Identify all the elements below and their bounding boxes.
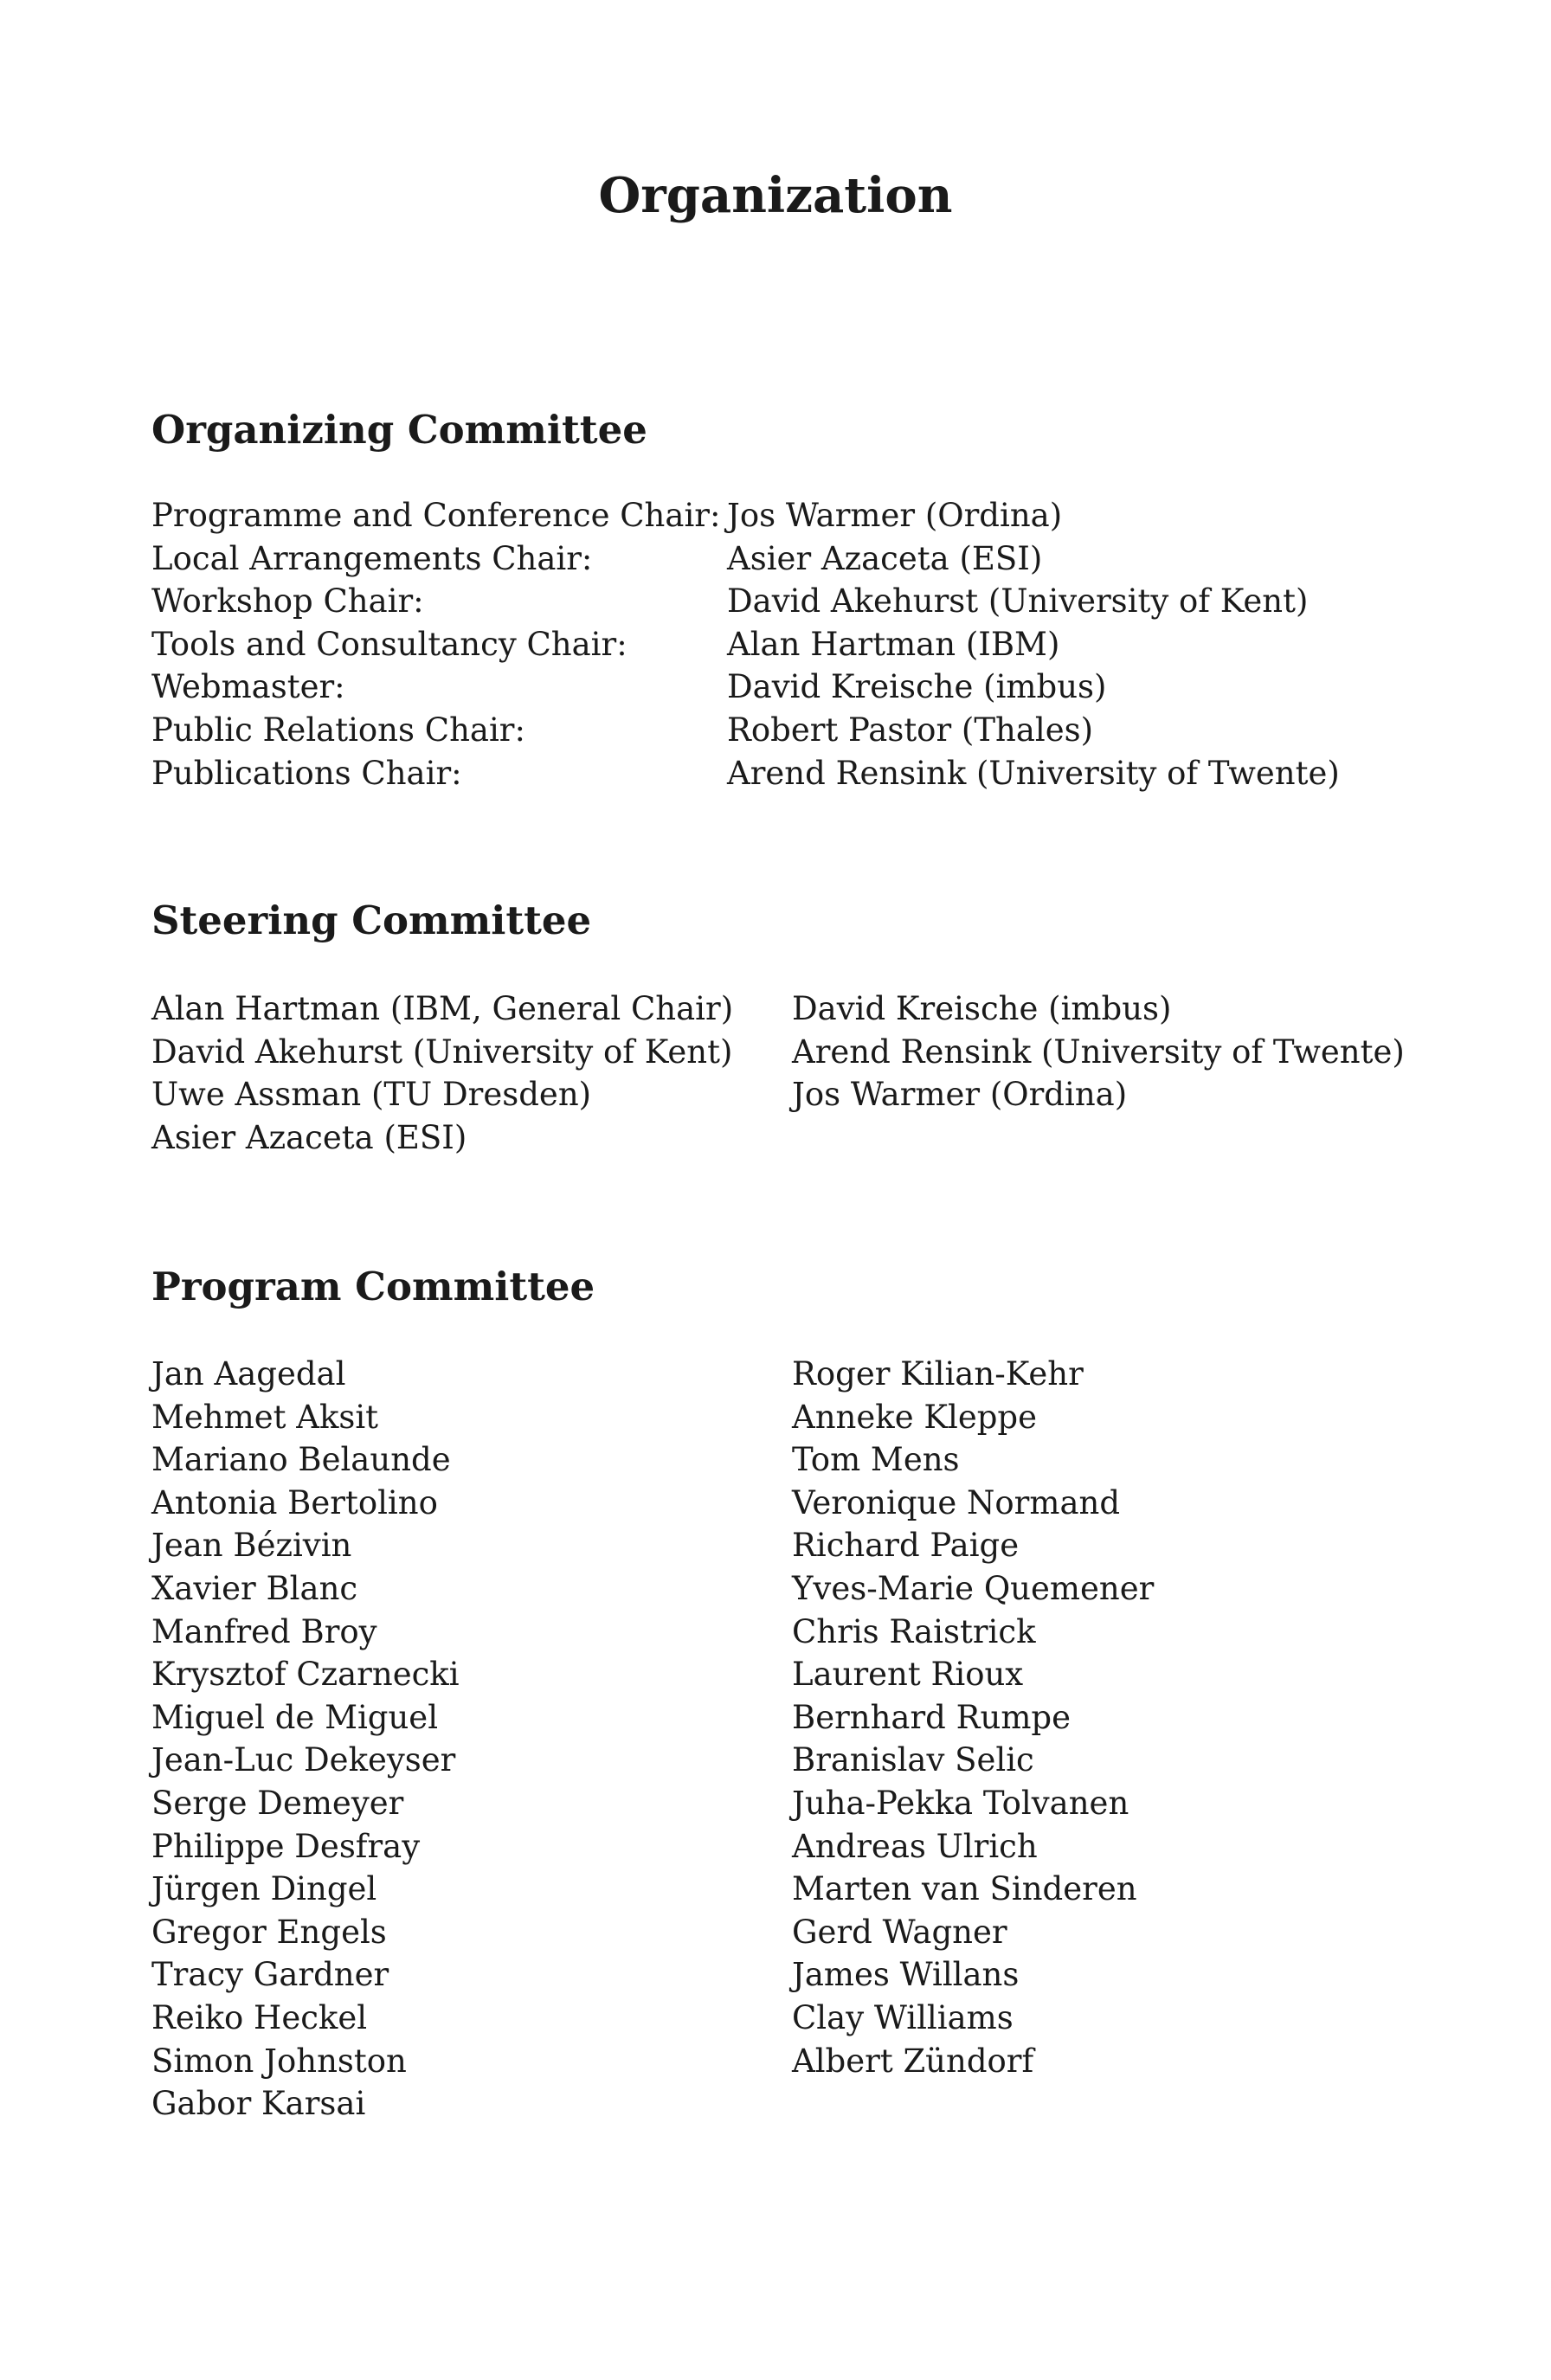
program-committee-right-column (792, 1353, 1154, 2082)
page-title: Organization (598, 167, 953, 224)
program-member: Roger Kilian-Kehr (792, 1355, 1084, 1393)
organizing-role-row (151, 623, 1340, 666)
steering-member: David Akehurst (University of Kent) (151, 1032, 733, 1071)
role-person: David Kreische (imbus) (727, 668, 1107, 706)
role-label: Publications Chair: (151, 754, 462, 792)
program-member: Gerd Wagner (792, 1913, 1007, 1951)
program-member: Veronique Normand (792, 1483, 1121, 1521)
role-label: Workshop Chair: (151, 582, 424, 621)
steering-committee-heading: Steering Committee (151, 897, 592, 943)
program-member: Anneke Kleppe (792, 1398, 1037, 1436)
program-member: Jean Bézivin (151, 1527, 352, 1565)
role-label: Public Relations Chair: (151, 711, 525, 749)
role-person: Robert Pastor (Thales) (727, 711, 1094, 749)
program-member: Marten van Sinderen (792, 1870, 1137, 1908)
role-label: Tools and Consultancy Chair: (151, 625, 627, 663)
organizing-role-row (151, 494, 1340, 537)
role-person: Alan Hartman (IBM) (727, 625, 1060, 663)
program-member: Gregor Engels (151, 1913, 387, 1951)
program-member: Andreas Ulrich (792, 1827, 1038, 1865)
organizing-role-row (151, 666, 1340, 709)
program-member: Philippe Desfray (151, 1827, 421, 1865)
program-member: Albert Zündorf (792, 2042, 1034, 2080)
program-member: Xavier Blanc (151, 1569, 358, 1607)
organizing-role-row (151, 580, 1340, 623)
organizing-role-row (151, 752, 1340, 795)
role-label: Webmaster: (151, 668, 345, 706)
program-member: James Willans (792, 1956, 1020, 1994)
program-member: Bernhard Rumpe (792, 1698, 1071, 1736)
program-member: Mehmet Aksit (151, 1398, 379, 1436)
program-member: Branislav Selic (792, 1741, 1034, 1779)
program-member: Laurent Rioux (792, 1656, 1024, 1694)
role-person: Arend Rensink (University of Twente) (727, 754, 1340, 792)
program-member: Chris Raistrick (792, 1612, 1036, 1650)
steering-committee-right-column (792, 987, 1405, 1116)
organizing-role-row (151, 537, 1340, 581)
steering-member: Asier Azaceta (ESI) (151, 1118, 467, 1156)
program-member: Serge Demeyer (151, 1784, 404, 1822)
steering-committee-left-column (151, 987, 733, 1159)
program-member: Miguel de Miguel (151, 1698, 439, 1736)
role-person: Jos Warmer (Ordina) (727, 497, 1063, 534)
steering-member: Alan Hartman (IBM, General Chair) (151, 990, 734, 1027)
role-label: Local Arrangements Chair: (151, 539, 593, 577)
role-person: Asier Azaceta (ESI) (727, 539, 1043, 577)
program-member: Yves-Marie Quemener (792, 1569, 1155, 1607)
organizing-committee-list (151, 494, 1340, 794)
program-committee-left-column (151, 1353, 460, 2126)
program-committee-heading: Program Committee (151, 1264, 595, 1309)
steering-member: David Kreische (imbus) (792, 990, 1172, 1027)
program-member: Manfred Broy (151, 1612, 377, 1650)
program-member: Juha-Pekka Tolvanen (792, 1784, 1129, 1822)
program-member: Mariano Belaunde (151, 1441, 451, 1479)
role-label: Programme and Conference Chair: (151, 497, 721, 534)
steering-member: Uwe Assman (TU Dresden) (151, 1076, 592, 1114)
program-member: Richard Paige (792, 1527, 1020, 1565)
program-member: Tom Mens (792, 1441, 960, 1479)
steering-member: Arend Rensink (University of Twente) (792, 1032, 1405, 1071)
steering-member: Jos Warmer (Ordina) (792, 1076, 1128, 1114)
program-member: Tracy Gardner (151, 1956, 389, 1994)
role-person: David Akehurst (University of Kent) (727, 582, 1309, 621)
program-member: Jürgen Dingel (151, 1870, 377, 1908)
program-member: Gabor Karsai (151, 2085, 366, 2123)
program-member: Simon Johnston (151, 2042, 407, 2080)
program-member: Krysztof Czarnecki (151, 1656, 460, 1694)
program-member: Jean-Luc Dekeyser (151, 1741, 456, 1779)
program-member: Antonia Bertolino (151, 1483, 438, 1521)
organizing-committee-heading: Organizing Committee (151, 407, 647, 453)
program-member: Jan Aagedal (151, 1355, 346, 1393)
program-member: Clay Williams (792, 1998, 1014, 2036)
program-member: Reiko Heckel (151, 1998, 368, 2036)
organizing-role-row (151, 709, 1340, 752)
